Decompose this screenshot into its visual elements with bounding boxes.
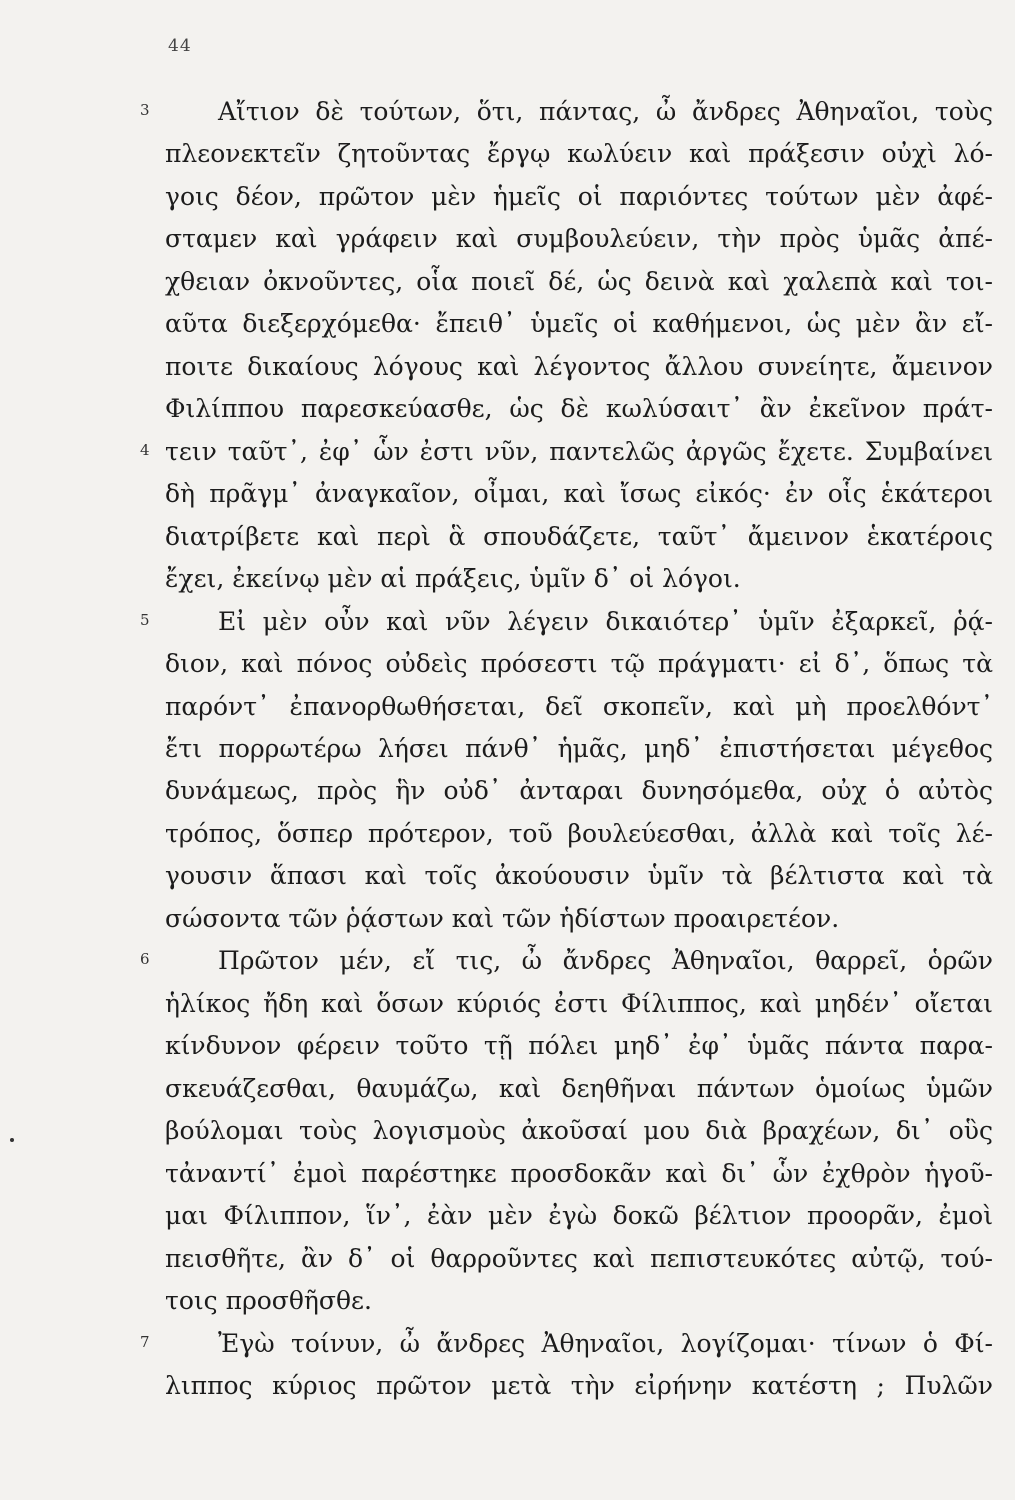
text-line: γοις δέον, πρῶτον μὲν ἡμεῖς οἱ παριόντες τούτων μὲν ἀφέ- <box>165 182 993 211</box>
text-line: βούλομαι τοὺς λογισμοὺς ἀκοῦσαί μου διὰ βραχέων, δι᾽ οὓς <box>165 1116 993 1145</box>
text-line: ποιτε δικαίους λόγους καὶ λέγοντος ἄλλου συνείητε, ἄμεινον <box>165 352 993 381</box>
section-number: 5 <box>140 611 150 629</box>
text-line: σταμεν καὶ γράφειν καὶ συμβουλεύειν, τὴν πρὸς ὑμᾶς ἀπέ- <box>165 224 993 253</box>
text-line: γουσιν ἅπασι καὶ τοῖς ἀκούουσιν ὑμῖν τὰ βέλτιστα καὶ τὰ <box>165 861 993 890</box>
text-line: δὴ πρᾶγμ᾽ ἀναγκαῖον, οἶμαι, καὶ ἴσως εἰκός· ἐν οἷς ἑκάτεροι <box>165 479 993 508</box>
text-line: τειν ταῦτ᾽, ἐφ᾽ ὧν ἐστι νῦν, παντελῶς ἀργῶς ἔχετε. Συμβαίνει <box>165 437 993 466</box>
text-line: Αἴτιον δὲ τούτων, ὅτι, πάντας, ὦ ἄνδρες Ἀθηναῖοι, τοὺς <box>218 97 993 126</box>
page-number: 44 <box>168 36 192 56</box>
text-line: χθειαν ὀκνοῦντες, οἷα ποιεῖ δέ, ὡς δεινὰ καὶ χαλεπὰ καὶ τοι- <box>165 267 993 296</box>
text-line: πεισθῆτε, ἂν δ᾽ οἱ θαρροῦντες καὶ πεπιστευκότες αὐτῷ, τού- <box>165 1244 993 1273</box>
section-number: 3 <box>140 101 150 119</box>
text-line: πλεονεκτεῖν ζητοῦντας ἔργῳ κωλύειν καὶ πράξεσιν οὐχὶ λό- <box>165 139 993 168</box>
text-line: τἀναντί᾽ ἐμοὶ παρέστηκε προσδοκᾶν καὶ δι᾽ ὧν ἐχθρὸν ἡγοῦ- <box>165 1159 993 1188</box>
text-line: ἔτι πορρωτέρω λήσει πάνθ᾽ ἡμᾶς, μηδ᾽ ἐπιστήσεται μέγεθος <box>165 734 993 763</box>
section-number: 4 <box>140 441 150 459</box>
text-line: παρόντ᾽ ἐπανορθωθήσεται, δεῖ σκοπεῖν, καὶ μὴ προελθόντ᾽ <box>165 692 993 721</box>
text-line: διατρίβετε καὶ περὶ ἃ σπουδάζετε, ταῦτ᾽ ἄμεινον ἑκατέροις <box>165 522 993 551</box>
text-line: τοις προσθῆσθε. <box>165 1286 372 1315</box>
text-line: δυνάμεως, πρὸς ἣν οὐδ᾽ ἀνταραι δυνησόμεθα, οὐχ ὁ αὐτὸς <box>165 776 993 805</box>
text-line: αῦτα διεξερχόμεθα· ἔπειθ᾽ ὑμεῖς οἱ καθήμενοι, ὡς μὲν ἂν εἴ- <box>165 309 993 338</box>
text-line: Φιλίππου παρεσκεύασθε, ὡς δὲ κωλύσαιτ᾽ ἂν ἐκεῖνον πράτ- <box>165 394 993 423</box>
section-number: 7 <box>140 1333 150 1351</box>
text-line: σκευάζεσθαι, θαυμάζω, καὶ δεηθῆναι πάντων ὁμοίως ὑμῶν <box>165 1074 993 1103</box>
text-line: ἔχει, ἐκείνῳ μὲν αἱ πράξεις, ὑμῖν δ᾽ οἱ λόγοι. <box>165 564 741 593</box>
text-line: Πρῶτον μέν, εἴ τις, ὦ ἄνδρες Ἀθηναῖοι, θαρρεῖ, ὁρῶν <box>218 946 993 975</box>
text-line: λιππος κύριος πρῶτον μετὰ τὴν εἰρήνην κατέστη ; Πυλῶν <box>165 1371 993 1400</box>
text-line: Ἐγὼ τοίνυν, ὦ ἄνδρες Ἀθηναῖοι, λογίζομαι· τίνων ὁ Φί- <box>218 1329 993 1358</box>
stray-mark <box>10 1138 14 1142</box>
text-line: κίνδυνον φέρειν τοῦτο τῇ πόλει μηδ᾽ ἐφ᾽ ὑμᾶς πάντα παρα- <box>165 1031 993 1060</box>
text-line: μαι Φίλιππον, ἵν᾽, ἐὰν μὲν ἐγὼ δοκῶ βέλτιον προορᾶν, ἐμοὶ <box>165 1201 993 1230</box>
text-line: Εἰ μὲν οὖν καὶ νῦν λέγειν δικαιότερ᾽ ὑμῖν ἐξαρκεῖ, ῥᾴ- <box>218 607 993 636</box>
text-line: τρόπος, ὅσπερ πρότερον, τοῦ βουλεύεσθαι, ἀλλὰ καὶ τοῖς λέ- <box>165 819 993 848</box>
section-number: 6 <box>140 950 150 968</box>
text-line: σώσοντα τῶν ῥᾴστων καὶ τῶν ἡδίστων προαιρετέον. <box>165 904 840 933</box>
text-line: ἡλίκος ἤδη καὶ ὅσων κύριός ἐστι Φίλιππος, καὶ μηδέν᾽ οἴεται <box>165 989 993 1018</box>
text-line: διον, καὶ πόνος οὐδεὶς πρόσεστι τῷ πράγματι· εἰ δ᾽, ὅπως τὰ <box>165 649 993 678</box>
